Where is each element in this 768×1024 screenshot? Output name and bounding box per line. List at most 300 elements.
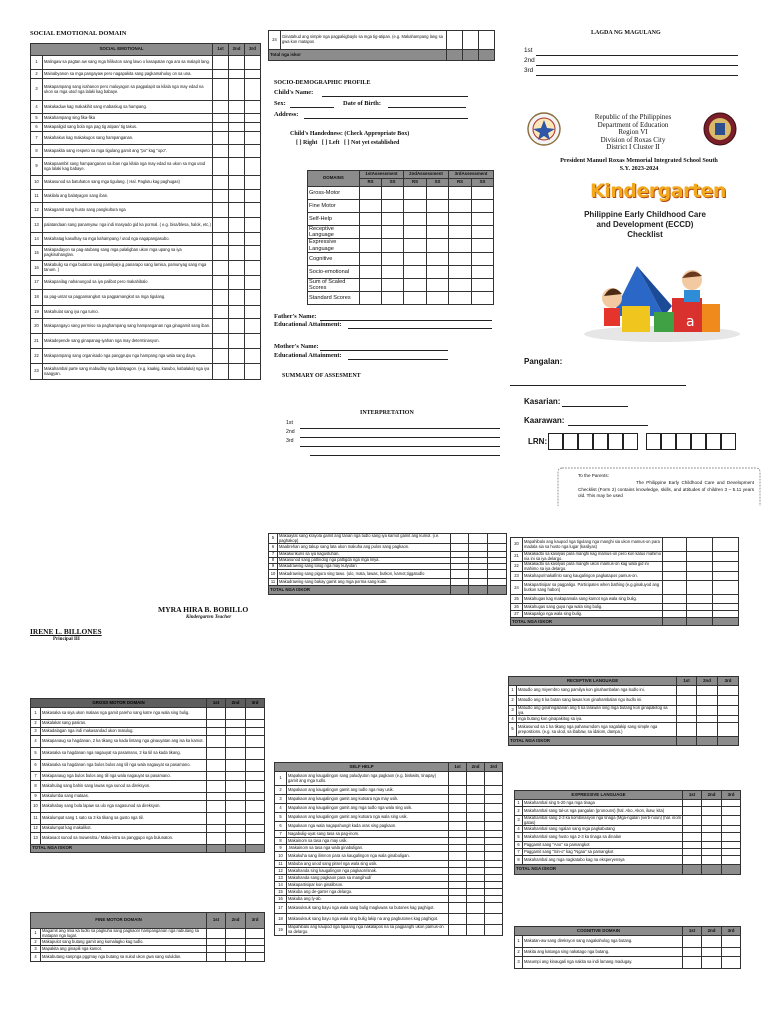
score-cell[interactable]	[213, 101, 229, 114]
summary-score-cell[interactable]	[404, 213, 427, 226]
score-cell[interactable]	[485, 852, 503, 861]
score-cell[interactable]	[246, 772, 265, 781]
score-cell[interactable]	[229, 290, 245, 306]
summary-score-cell[interactable]	[449, 265, 472, 278]
score-cell[interactable]	[663, 595, 687, 604]
score-cell[interactable]	[245, 334, 261, 349]
total-score-cell[interactable]	[702, 865, 722, 875]
score-cell[interactable]	[702, 842, 722, 849]
score-cell[interactable]	[663, 538, 687, 552]
score-cell[interactable]	[229, 114, 245, 123]
score-cell[interactable]	[687, 552, 713, 562]
score-cell[interactable]	[246, 720, 265, 728]
score-cell[interactable]	[449, 896, 467, 903]
total-score-cell[interactable]	[207, 845, 226, 853]
score-cell[interactable]	[663, 611, 687, 618]
summary-score-cell[interactable]	[472, 292, 494, 305]
score-cell[interactable]	[687, 581, 713, 595]
summary-score-cell[interactable]	[382, 187, 404, 200]
score-cell[interactable]	[246, 708, 265, 720]
score-cell[interactable]	[213, 79, 229, 101]
score-cell[interactable]	[246, 736, 265, 748]
score-cell[interactable]	[713, 581, 739, 595]
lrn-digit-box[interactable]	[563, 433, 578, 450]
score-cell[interactable]	[229, 319, 245, 334]
score-cell[interactable]	[663, 572, 687, 581]
score-cell[interactable]	[451, 534, 469, 544]
score-cell[interactable]	[718, 716, 739, 723]
score-cell[interactable]	[722, 807, 741, 816]
score-cell[interactable]	[718, 723, 739, 737]
total-score-cell[interactable]	[722, 865, 741, 875]
summary-score-cell[interactable]	[382, 252, 404, 265]
score-cell[interactable]	[697, 686, 718, 696]
summary-score-cell[interactable]	[472, 213, 494, 226]
score-cell[interactable]	[722, 842, 741, 849]
score-cell[interactable]	[226, 728, 246, 736]
score-cell[interactable]	[229, 349, 245, 364]
score-cell[interactable]	[702, 948, 722, 957]
score-cell[interactable]	[213, 246, 229, 261]
score-cell[interactable]	[229, 306, 245, 319]
score-cell[interactable]	[467, 875, 485, 882]
score-cell[interactable]	[213, 349, 229, 364]
summary-score-cell[interactable]	[360, 213, 382, 226]
score-cell[interactable]	[213, 123, 229, 132]
score-cell[interactable]	[229, 261, 245, 276]
summary-score-cell[interactable]	[404, 239, 427, 252]
total-score-cell[interactable]	[718, 737, 739, 746]
lrn-digit-box[interactable]	[661, 433, 676, 450]
score-cell[interactable]	[246, 760, 265, 772]
total-score-cell[interactable]	[713, 618, 739, 626]
score-cell[interactable]	[663, 604, 687, 611]
score-cell[interactable]	[683, 936, 702, 948]
score-cell[interactable]	[226, 939, 246, 946]
score-cell[interactable]	[229, 176, 245, 190]
score-cell[interactable]	[467, 786, 485, 795]
summary-score-cell[interactable]	[449, 239, 472, 252]
score-cell[interactable]	[713, 538, 739, 552]
score-cell[interactable]	[213, 276, 229, 290]
score-cell[interactable]	[226, 708, 246, 720]
summary-score-cell[interactable]	[404, 187, 427, 200]
score-cell[interactable]	[229, 190, 245, 203]
score-cell[interactable]	[207, 939, 226, 946]
score-cell[interactable]	[245, 364, 261, 380]
score-cell[interactable]	[663, 562, 687, 572]
score-cell[interactable]	[246, 801, 265, 813]
score-cell[interactable]	[687, 562, 713, 572]
score-cell[interactable]	[213, 306, 229, 319]
score-cell[interactable]	[449, 786, 467, 795]
summary-score-cell[interactable]	[427, 265, 449, 278]
score-cell[interactable]	[683, 948, 702, 957]
total-score-cell[interactable]	[683, 865, 702, 875]
summary-score-cell[interactable]	[382, 239, 404, 252]
summary-score-cell[interactable]	[360, 252, 382, 265]
score-cell[interactable]	[207, 953, 226, 962]
score-cell[interactable]	[213, 56, 229, 70]
score-cell[interactable]	[485, 882, 503, 889]
score-cell[interactable]	[245, 306, 261, 319]
score-cell[interactable]	[467, 804, 485, 813]
score-cell[interactable]	[683, 856, 702, 865]
score-cell[interactable]	[213, 145, 229, 158]
score-cell[interactable]	[245, 70, 261, 79]
score-cell[interactable]	[213, 176, 229, 190]
score-cell[interactable]	[687, 611, 713, 618]
score-cell[interactable]	[449, 889, 467, 896]
summary-score-cell[interactable]	[382, 292, 404, 305]
lrn-digit-box[interactable]	[593, 433, 608, 450]
score-cell[interactable]	[245, 319, 261, 334]
score-cell[interactable]	[229, 145, 245, 158]
score-cell[interactable]	[447, 31, 463, 50]
score-cell[interactable]	[246, 939, 265, 946]
score-cell[interactable]	[467, 813, 485, 822]
summary-score-cell[interactable]	[427, 187, 449, 200]
score-cell[interactable]	[488, 570, 507, 579]
score-cell[interactable]	[207, 793, 226, 801]
score-cell[interactable]	[683, 807, 702, 816]
score-cell[interactable]	[229, 56, 245, 70]
score-cell[interactable]	[467, 925, 485, 936]
total-score-cell[interactable]	[447, 50, 463, 61]
summary-score-cell[interactable]	[427, 239, 449, 252]
score-cell[interactable]	[722, 816, 741, 826]
summary-score-cell[interactable]	[404, 278, 427, 291]
score-cell[interactable]	[229, 246, 245, 261]
score-cell[interactable]	[677, 716, 697, 723]
score-cell[interactable]	[722, 826, 741, 833]
summary-score-cell[interactable]	[472, 265, 494, 278]
score-cell[interactable]	[449, 772, 467, 786]
summary-score-cell[interactable]	[472, 239, 494, 252]
summary-score-cell[interactable]	[382, 278, 404, 291]
score-cell[interactable]	[702, 856, 722, 865]
score-cell[interactable]	[229, 158, 245, 176]
score-cell[interactable]	[702, 849, 722, 856]
score-cell[interactable]	[663, 581, 687, 595]
score-cell[interactable]	[683, 816, 702, 826]
score-cell[interactable]	[485, 772, 503, 786]
score-cell[interactable]	[467, 795, 485, 804]
score-cell[interactable]	[229, 218, 245, 233]
score-cell[interactable]	[229, 233, 245, 246]
summary-score-cell[interactable]	[360, 187, 382, 200]
score-cell[interactable]	[226, 793, 246, 801]
score-cell[interactable]	[469, 534, 488, 544]
score-cell[interactable]	[485, 914, 503, 925]
score-cell[interactable]	[697, 706, 718, 716]
score-cell[interactable]	[229, 334, 245, 349]
score-cell[interactable]	[449, 903, 467, 914]
summary-score-cell[interactable]	[449, 213, 472, 226]
score-cell[interactable]	[245, 290, 261, 306]
score-cell[interactable]	[722, 957, 741, 969]
score-cell[interactable]	[702, 833, 722, 842]
lrn-digit-box[interactable]	[721, 433, 736, 450]
score-cell[interactable]	[229, 101, 245, 114]
score-cell[interactable]	[207, 760, 226, 772]
summary-score-cell[interactable]	[360, 200, 382, 213]
score-cell[interactable]	[226, 760, 246, 772]
score-cell[interactable]	[467, 838, 485, 845]
score-cell[interactable]	[245, 114, 261, 123]
score-cell[interactable]	[213, 334, 229, 349]
lrn-digit-box[interactable]	[676, 433, 691, 450]
score-cell[interactable]	[245, 176, 261, 190]
score-cell[interactable]	[467, 882, 485, 889]
score-cell[interactable]	[207, 929, 226, 939]
total-score-cell[interactable]	[697, 737, 718, 746]
score-cell[interactable]	[683, 826, 702, 833]
score-cell[interactable]	[718, 706, 739, 716]
total-score-cell[interactable]	[677, 737, 697, 746]
summary-score-cell[interactable]	[427, 292, 449, 305]
score-cell[interactable]	[683, 800, 702, 807]
score-cell[interactable]	[713, 604, 739, 611]
score-cell[interactable]	[207, 772, 226, 781]
score-cell[interactable]	[245, 349, 261, 364]
score-cell[interactable]	[467, 845, 485, 852]
summary-score-cell[interactable]	[404, 226, 427, 239]
score-cell[interactable]	[722, 800, 741, 807]
lrn-digit-box[interactable]	[691, 433, 706, 450]
score-cell[interactable]	[213, 218, 229, 233]
score-cell[interactable]	[722, 948, 741, 957]
summary-score-cell[interactable]	[427, 252, 449, 265]
score-cell[interactable]	[245, 145, 261, 158]
summary-score-cell[interactable]	[449, 252, 472, 265]
score-cell[interactable]	[722, 833, 741, 842]
score-cell[interactable]	[207, 946, 226, 953]
handedness-options[interactable]: [ ] Right [ ] Left [ ] Not yet established	[296, 140, 400, 146]
score-cell[interactable]	[485, 822, 503, 831]
score-cell[interactable]	[469, 579, 488, 586]
score-cell[interactable]	[229, 276, 245, 290]
score-cell[interactable]	[245, 246, 261, 261]
score-cell[interactable]	[449, 914, 467, 925]
score-cell[interactable]	[449, 831, 467, 838]
summary-score-cell[interactable]	[404, 252, 427, 265]
score-cell[interactable]	[485, 845, 503, 852]
score-cell[interactable]	[449, 875, 467, 882]
score-cell[interactable]	[226, 953, 246, 962]
score-cell[interactable]	[226, 772, 246, 781]
score-cell[interactable]	[463, 31, 479, 50]
score-cell[interactable]	[246, 793, 265, 801]
score-cell[interactable]	[207, 801, 226, 813]
score-cell[interactable]	[467, 903, 485, 914]
score-cell[interactable]	[229, 123, 245, 132]
score-cell[interactable]	[245, 190, 261, 203]
summary-score-cell[interactable]	[404, 292, 427, 305]
summary-score-cell[interactable]	[472, 252, 494, 265]
score-cell[interactable]	[246, 728, 265, 736]
total-score-cell[interactable]	[663, 618, 687, 626]
score-cell[interactable]	[702, 816, 722, 826]
score-cell[interactable]	[246, 953, 265, 962]
score-cell[interactable]	[449, 838, 467, 845]
score-cell[interactable]	[713, 562, 739, 572]
summary-score-cell[interactable]	[472, 187, 494, 200]
score-cell[interactable]	[226, 929, 246, 939]
score-cell[interactable]	[677, 723, 697, 737]
summary-score-cell[interactable]	[360, 292, 382, 305]
summary-score-cell[interactable]	[382, 213, 404, 226]
score-cell[interactable]	[245, 203, 261, 218]
summary-score-cell[interactable]	[427, 226, 449, 239]
lrn-digit-box[interactable]	[646, 433, 661, 450]
score-cell[interactable]	[485, 838, 503, 845]
score-cell[interactable]	[451, 570, 469, 579]
score-cell[interactable]	[687, 595, 713, 604]
score-cell[interactable]	[246, 781, 265, 793]
score-cell[interactable]	[488, 534, 507, 544]
score-cell[interactable]	[245, 123, 261, 132]
score-cell[interactable]	[697, 723, 718, 737]
score-cell[interactable]	[702, 826, 722, 833]
lrn-digit-box[interactable]	[608, 433, 623, 450]
score-cell[interactable]	[246, 929, 265, 939]
score-cell[interactable]	[449, 795, 467, 804]
score-cell[interactable]	[213, 319, 229, 334]
summary-score-cell[interactable]	[360, 265, 382, 278]
score-cell[interactable]	[485, 831, 503, 838]
score-cell[interactable]	[677, 686, 697, 696]
score-cell[interactable]	[245, 56, 261, 70]
score-cell[interactable]	[245, 158, 261, 176]
score-cell[interactable]	[722, 849, 741, 856]
score-cell[interactable]	[702, 807, 722, 816]
score-cell[interactable]	[485, 903, 503, 914]
total-score-cell[interactable]	[469, 586, 488, 595]
score-cell[interactable]	[485, 861, 503, 868]
summary-score-cell[interactable]	[449, 200, 472, 213]
summary-score-cell[interactable]	[360, 239, 382, 252]
lrn-input[interactable]	[548, 433, 736, 450]
summary-score-cell[interactable]	[449, 292, 472, 305]
score-cell[interactable]	[467, 896, 485, 903]
total-score-cell[interactable]	[479, 50, 495, 61]
score-cell[interactable]	[213, 364, 229, 380]
score-cell[interactable]	[449, 813, 467, 822]
summary-score-cell[interactable]	[449, 278, 472, 291]
score-cell[interactable]	[467, 831, 485, 838]
score-cell[interactable]	[246, 748, 265, 760]
score-cell[interactable]	[697, 696, 718, 706]
score-cell[interactable]	[485, 868, 503, 875]
score-cell[interactable]	[713, 611, 739, 618]
score-cell[interactable]	[245, 276, 261, 290]
score-cell[interactable]	[449, 868, 467, 875]
score-cell[interactable]	[722, 936, 741, 948]
score-cell[interactable]	[245, 218, 261, 233]
score-cell[interactable]	[245, 261, 261, 276]
score-cell[interactable]	[697, 716, 718, 723]
lrn-digit-box[interactable]	[578, 433, 593, 450]
score-cell[interactable]	[702, 936, 722, 948]
score-cell[interactable]	[226, 801, 246, 813]
score-cell[interactable]	[226, 825, 246, 833]
summary-score-cell[interactable]	[472, 200, 494, 213]
score-cell[interactable]	[207, 728, 226, 736]
score-cell[interactable]	[229, 79, 245, 101]
summary-score-cell[interactable]	[404, 200, 427, 213]
score-cell[interactable]	[207, 833, 226, 845]
score-cell[interactable]	[229, 203, 245, 218]
score-cell[interactable]	[213, 203, 229, 218]
score-cell[interactable]	[485, 795, 503, 804]
score-cell[interactable]	[213, 158, 229, 176]
summary-score-cell[interactable]	[472, 278, 494, 291]
score-cell[interactable]	[479, 31, 495, 50]
score-cell[interactable]	[467, 772, 485, 786]
score-cell[interactable]	[702, 800, 722, 807]
score-cell[interactable]	[245, 101, 261, 114]
total-score-cell[interactable]	[226, 845, 246, 853]
lrn-digit-box[interactable]	[623, 433, 638, 450]
score-cell[interactable]	[722, 856, 741, 865]
score-cell[interactable]	[683, 842, 702, 849]
summary-score-cell[interactable]	[382, 200, 404, 213]
score-cell[interactable]	[449, 852, 467, 861]
score-cell[interactable]	[467, 868, 485, 875]
score-cell[interactable]	[467, 861, 485, 868]
score-cell[interactable]	[663, 552, 687, 562]
score-cell[interactable]	[229, 132, 245, 145]
score-cell[interactable]	[207, 748, 226, 760]
score-cell[interactable]	[485, 925, 503, 936]
score-cell[interactable]	[687, 572, 713, 581]
summary-score-cell[interactable]	[360, 278, 382, 291]
score-cell[interactable]	[467, 852, 485, 861]
score-cell[interactable]	[449, 925, 467, 936]
score-cell[interactable]	[213, 290, 229, 306]
total-score-cell[interactable]	[463, 50, 479, 61]
score-cell[interactable]	[449, 822, 467, 831]
score-cell[interactable]	[683, 957, 702, 969]
score-cell[interactable]	[683, 849, 702, 856]
score-cell[interactable]	[718, 686, 739, 696]
score-cell[interactable]	[246, 946, 265, 953]
score-cell[interactable]	[229, 70, 245, 79]
score-cell[interactable]	[213, 70, 229, 79]
score-cell[interactable]	[451, 544, 469, 552]
total-score-cell[interactable]	[488, 586, 507, 595]
score-cell[interactable]	[226, 813, 246, 825]
score-cell[interactable]	[207, 720, 226, 728]
score-cell[interactable]	[467, 889, 485, 896]
score-cell[interactable]	[449, 804, 467, 813]
lrn-digit-box[interactable]	[706, 433, 721, 450]
score-cell[interactable]	[245, 79, 261, 101]
summary-score-cell[interactable]	[427, 213, 449, 226]
score-cell[interactable]	[687, 538, 713, 552]
score-cell[interactable]	[702, 957, 722, 969]
score-cell[interactable]	[449, 845, 467, 852]
score-cell[interactable]	[213, 114, 229, 123]
score-cell[interactable]	[485, 889, 503, 896]
score-cell[interactable]	[713, 552, 739, 562]
score-cell[interactable]	[226, 833, 246, 845]
total-score-cell[interactable]	[687, 618, 713, 626]
score-cell[interactable]	[713, 595, 739, 604]
score-cell[interactable]	[213, 261, 229, 276]
score-cell[interactable]	[213, 233, 229, 246]
